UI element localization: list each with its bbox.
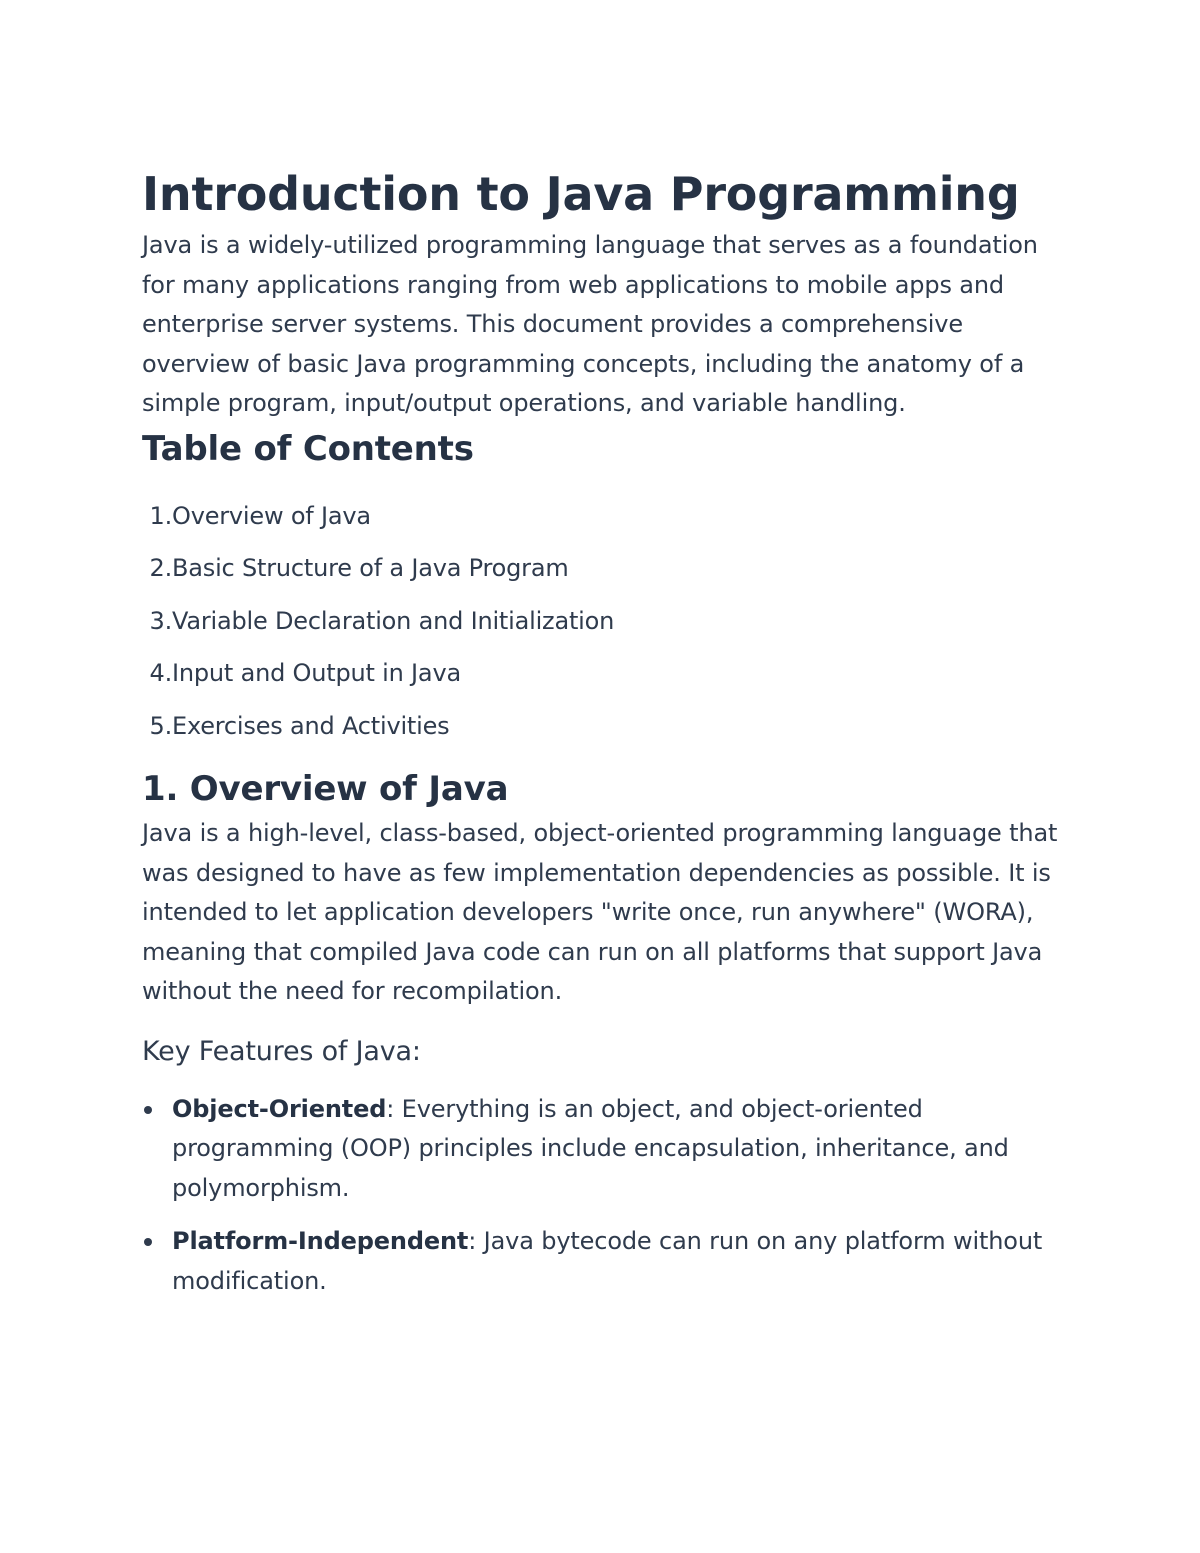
toc-item-number: 2.	[149, 554, 172, 582]
toc-item-label: Input and Output in Java	[172, 659, 461, 687]
toc-item-label: Exercises and Activities	[172, 711, 450, 740]
toc-item-label: Overview of Java	[172, 501, 371, 530]
feature-description: : Java bytecode can run on any platform without modification.	[172, 1227, 1043, 1295]
toc-item	[142, 554, 1060, 607]
toc-item	[142, 712, 1060, 765]
toc-item-number: 3.	[149, 606, 172, 635]
overview-paragraph: Java is a high-level, class-based, object-oriented programming language that was designed to have as few implementation dependencies as possible. It is intended to let application developers "write once, run anywhere" (WORA), meaning that compiled Java code can run on all platforms that support Java without the need for recompilation.	[142, 819, 1058, 1005]
overview-heading: 1. Overview of Java	[142, 769, 509, 809]
bullet-icon	[144, 1106, 152, 1114]
toc-item	[142, 659, 1060, 712]
list-item	[142, 1090, 1060, 1209]
toc-item-number: 5.	[149, 711, 172, 740]
list-item	[142, 1222, 1060, 1301]
feature-description: : Everything is an object, and object-oriented programming (OOP) principles include encapsulation, inheritance, and polymorphism.	[172, 1094, 1009, 1202]
toc-heading: Table of Contents	[142, 428, 474, 469]
toc-item-label: Basic Structure of a Java Program	[172, 554, 569, 582]
toc-item-number: 1.	[149, 501, 172, 530]
bullet-icon	[144, 1238, 152, 1246]
toc-item-number: 4.	[149, 659, 172, 687]
feature-term: Platform-Independent	[172, 1227, 469, 1255]
feature-term: Object-Oriented	[172, 1094, 387, 1123]
table-of-contents	[142, 502, 1060, 765]
intro-paragraph: Java is a widely-utilized programming language that serves as a foundation for many applications ranging from web applications to mobile apps and enterprise server systems. This document provides a comprehensive overview of basic Java programming concepts, including the anatomy of a simple program, input/output operations, and variable handling.	[142, 231, 1038, 417]
toc-item-label: Variable Declaration and Initialization	[172, 606, 615, 635]
toc-item	[142, 607, 1060, 660]
key-features-list	[142, 1090, 1060, 1302]
key-features-heading: Key Features of Java:	[142, 1035, 421, 1067]
toc-item	[142, 502, 1060, 555]
document-title: Introduction to Java Programming	[142, 167, 1020, 221]
